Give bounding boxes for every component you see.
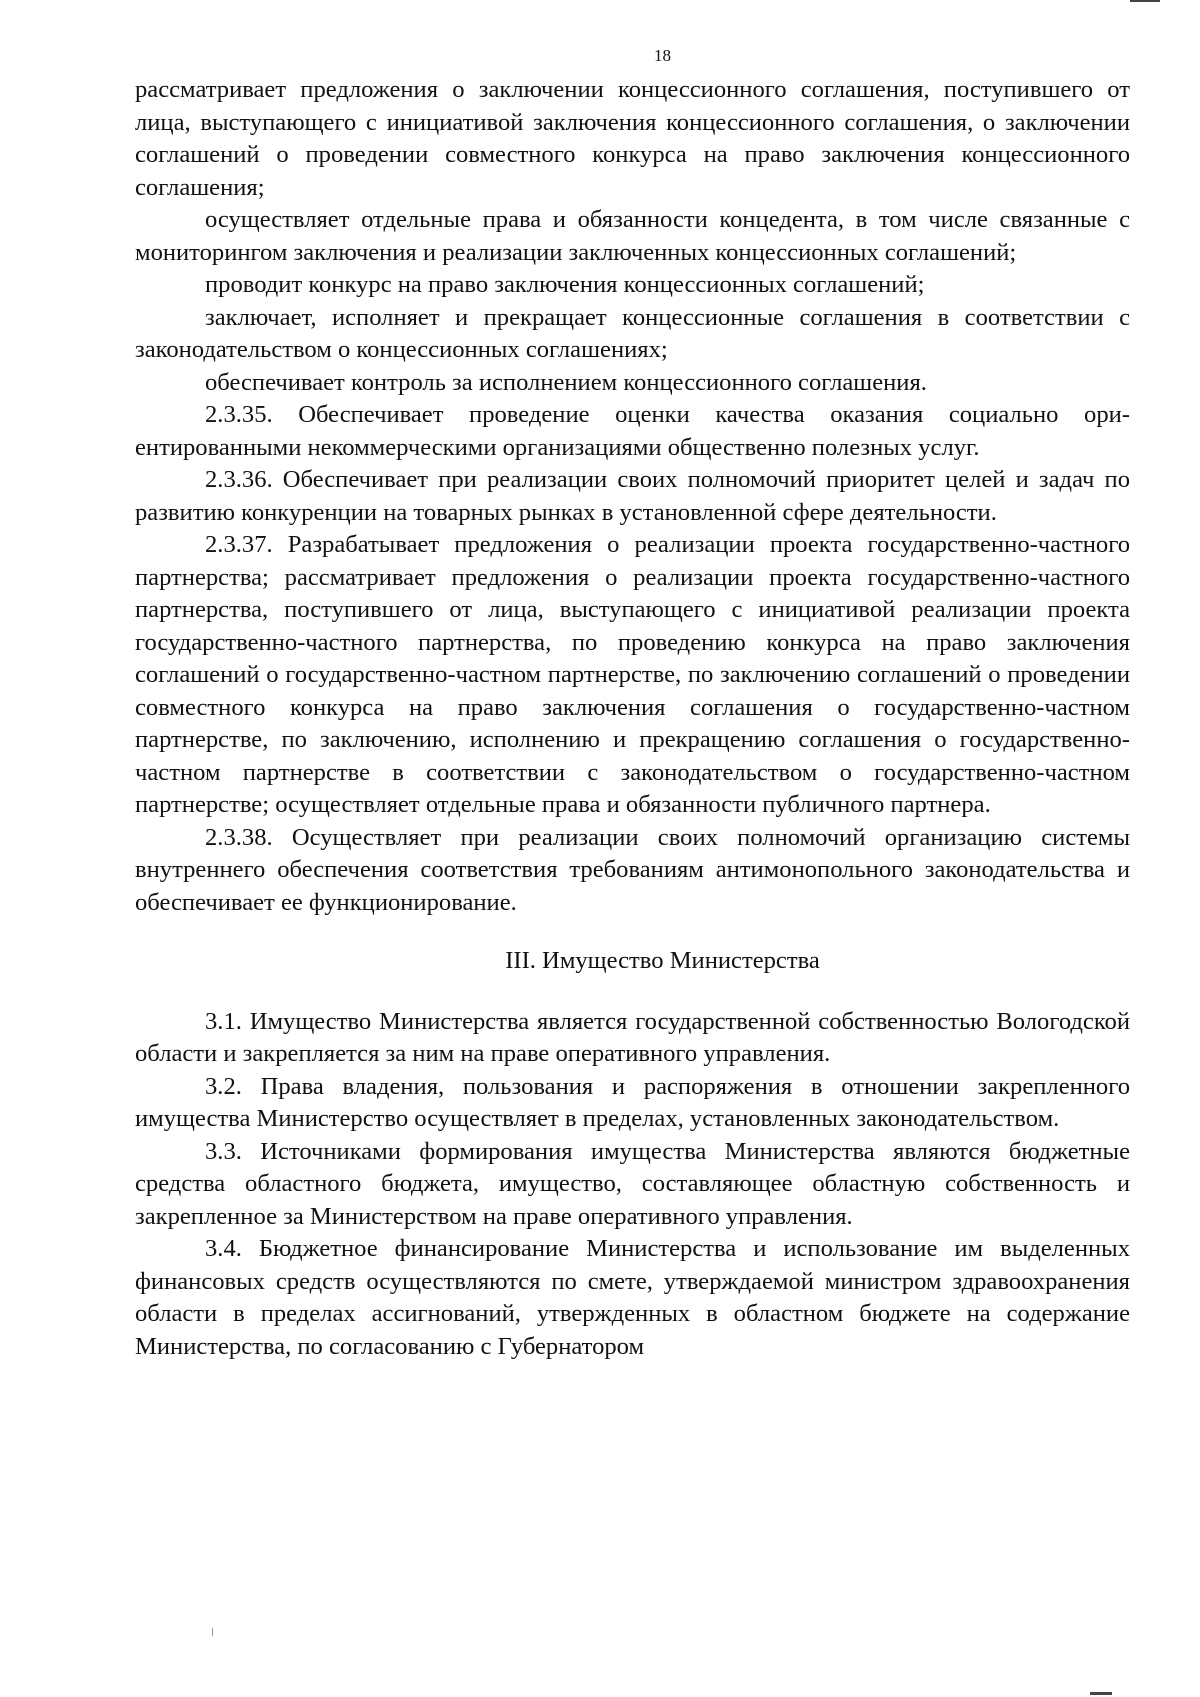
paragraph-3-1: 3.1. Имущество Министерства является государственной собственностью Вологодской области и закрепляется за ним на праве оперативного управления. bbox=[135, 1007, 1130, 1067]
section-heading: III. Имущество Министерства bbox=[505, 947, 820, 974]
paragraph-2-3-35: 2.3.35. Обеспечивает проведение оценки качества оказания социально ориентированными некоммерческими организациями общественно полезных услуг. bbox=[135, 401, 1130, 461]
paragraph-2-3-38: 2.3.38. Осуществляет при реализации своих полномочий организацию системы внутреннего обеспечения соответствия требованиям антимонопольного законодательства и обеспечивает ее функционирование. bbox=[135, 823, 1130, 916]
paragraph: осуществляет отдельные права и обязанности концедента, в том числе связанные с мониторингом заключения и реализации заключенных концессионных соглашений; bbox=[135, 206, 1130, 266]
paragraph: проводит конкурс на право заключения концессионных соглашений; bbox=[205, 271, 925, 298]
paragraph-3-2: 3.2. Права владения, пользования и распоряжения в отношении закрепленного имущества Министерство осуществляет в пределах, установленных законодательством. bbox=[135, 1072, 1130, 1132]
paragraph-3-4: 3.4. Бюджетное финансирование Министерства и использование им выделенных финансовых средств осуществляются по смете, утверждаемой министром здравоохранения области в пределах ассигнований, утвержденных в областном бюджете на содержание Министерства, по согласованию с Губернатором bbox=[135, 1235, 1130, 1360]
body-text-bottom bbox=[135, 1006, 1130, 1364]
scan-artifact bbox=[1090, 1692, 1112, 1695]
scan-artifact bbox=[212, 1628, 213, 1636]
paragraph-2-3-36: 2.3.36. Обеспечивает при реализации своих полномочий приоритет целей и задач по развитию конкуренции на товарных рынках в установленной сфере деятельности. bbox=[135, 466, 1130, 526]
page-number: 18 bbox=[654, 46, 671, 65]
body-text-top bbox=[135, 74, 1130, 919]
paragraph: заключает, исполняет и прекращает концессионные соглашения в соответствии с законодательством о концессионных соглашениях; bbox=[135, 303, 1130, 363]
scan-artifact bbox=[1130, 0, 1160, 2]
paragraph: рассматривает предложения о заключении концессионного соглашения, поступившего от лица, выступающего с инициативой заключения концессионного соглашения, о заключении соглашений о проведении совместного конкурса на право заключения концессионного соглашения; bbox=[135, 76, 1130, 201]
paragraph: обеспечивает контроль за исполнением концессионного соглашения. bbox=[205, 368, 927, 396]
paragraph-2-3-37: 2.3.37. Разрабатывает предложения о реализации проекта государственно-частного партнерства; рассматривает предложения о реализации проекта государственно-частного партнерства, поступившего от лица, выступающего с инициативой реализации проекта государственно-частного партнерства, по проведению конкурса на право заключения соглашений о государственно-частном партнерстве, по заключению соглашений о проведении совместного конкурса на право заключения соглашения о государственно-частном партнерстве, по заключению, исполнению и прекращению соглашения о государственно-частном партнерстве в соответствии с законодательством о государственно-частном партнерстве; осуществляет отдельные права и обязанности публичного партнера. bbox=[135, 531, 1130, 818]
paragraph-3-3: 3.3. Источниками формирования имущества Министерства являются бюджетные средства областного бюджета, имущество, составляющее областную собственность и закрепленное за Министерством на праве оперативного управления. bbox=[135, 1137, 1130, 1230]
